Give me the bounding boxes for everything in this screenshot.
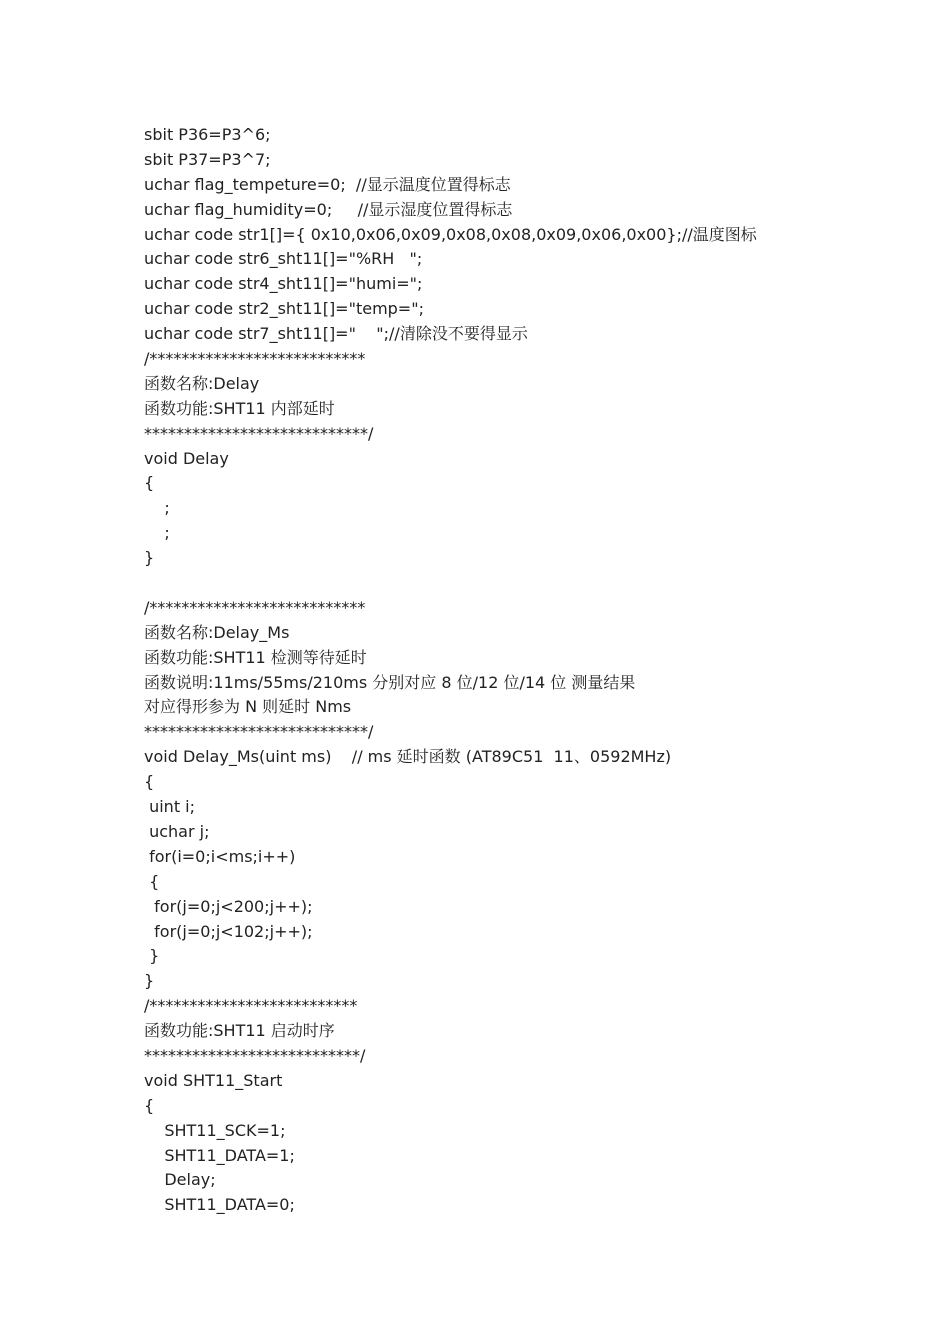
code-line: 函数名称:Delay bbox=[144, 373, 260, 393]
code-line: 对应得形参为 N 则延时 Nms bbox=[144, 697, 352, 717]
code-line: sbit P36=P3^6; bbox=[144, 125, 271, 144]
code-line: for(j=0;j<102;j++); bbox=[144, 921, 313, 941]
code-line: } bbox=[144, 971, 155, 991]
code-line: uchar code str1[]={ 0x10,0x06,0x09,0x08,0x08,0x09,0x06,0x00};//温度图标 bbox=[144, 224, 757, 244]
code-line: uchar flag_tempeture=0; //显示温度位置得标志 bbox=[144, 174, 511, 194]
code-line: uchar code str4_sht11[]="humi="; bbox=[144, 274, 423, 294]
code-line: SHT11_DATA=1; bbox=[144, 1145, 295, 1165]
code-line: SHT11_DATA=0; bbox=[144, 1195, 295, 1215]
code-line: for(j=0;j<200;j++); bbox=[144, 896, 313, 916]
code-line: void SHT11_Start bbox=[144, 1070, 283, 1090]
code-line: /************************** bbox=[144, 996, 358, 1016]
code-line: uchar code str2_sht11[]="temp="; bbox=[144, 299, 424, 319]
code-line: uchar code str7_sht11[]=" ";//清除没不要得显示 bbox=[144, 324, 528, 344]
code-line: uchar code str6_sht11[]="%RH "; bbox=[144, 249, 423, 269]
code-line: void Delay bbox=[144, 448, 229, 468]
code-line: uchar j; bbox=[144, 821, 210, 841]
code-line: { bbox=[144, 871, 160, 891]
code-line: sbit P37=P3^7; bbox=[144, 149, 271, 169]
code-line: 函数说明:11ms/55ms/210ms 分别对应 8 位/12 位/14 位 测量结果 bbox=[144, 672, 636, 692]
code-line: } bbox=[144, 946, 160, 966]
code-line: 函数功能:SHT11 内部延时 bbox=[144, 398, 335, 418]
code-line: Delay; bbox=[144, 1170, 216, 1190]
code-line: ****************************/ bbox=[144, 423, 374, 443]
code-line: /*************************** bbox=[144, 597, 366, 617]
code-listing bbox=[144, 123, 757, 1218]
code-line: { bbox=[144, 1095, 155, 1115]
code-line: for(i=0;i<ms;i++) bbox=[144, 846, 296, 866]
code-line: 函数名称:Delay_Ms bbox=[144, 622, 290, 642]
code-line: { bbox=[144, 473, 155, 493]
code-line: /*************************** bbox=[144, 349, 366, 369]
code-line: ****************************/ bbox=[144, 722, 374, 742]
code-line: } bbox=[144, 548, 155, 568]
code-line: ***************************/ bbox=[144, 1045, 366, 1065]
code-line: void Delay_Ms(uint ms) // ms 延时函数 (AT89C51 11、0592MHz) bbox=[144, 747, 672, 767]
code-line: ; bbox=[144, 498, 170, 518]
code-line bbox=[144, 571, 757, 596]
code-line: 函数功能:SHT11 检测等待延时 bbox=[144, 647, 367, 667]
code-line: uint i; bbox=[144, 797, 196, 817]
code-line: SHT11_SCK=1; bbox=[144, 1120, 286, 1140]
code-line: { bbox=[144, 772, 155, 792]
code-line: uchar flag_humidity=0; //显示湿度位置得标志 bbox=[144, 199, 513, 219]
code-line: ; bbox=[144, 523, 170, 543]
code-line: 函数功能:SHT11 启动时序 bbox=[144, 1021, 335, 1041]
